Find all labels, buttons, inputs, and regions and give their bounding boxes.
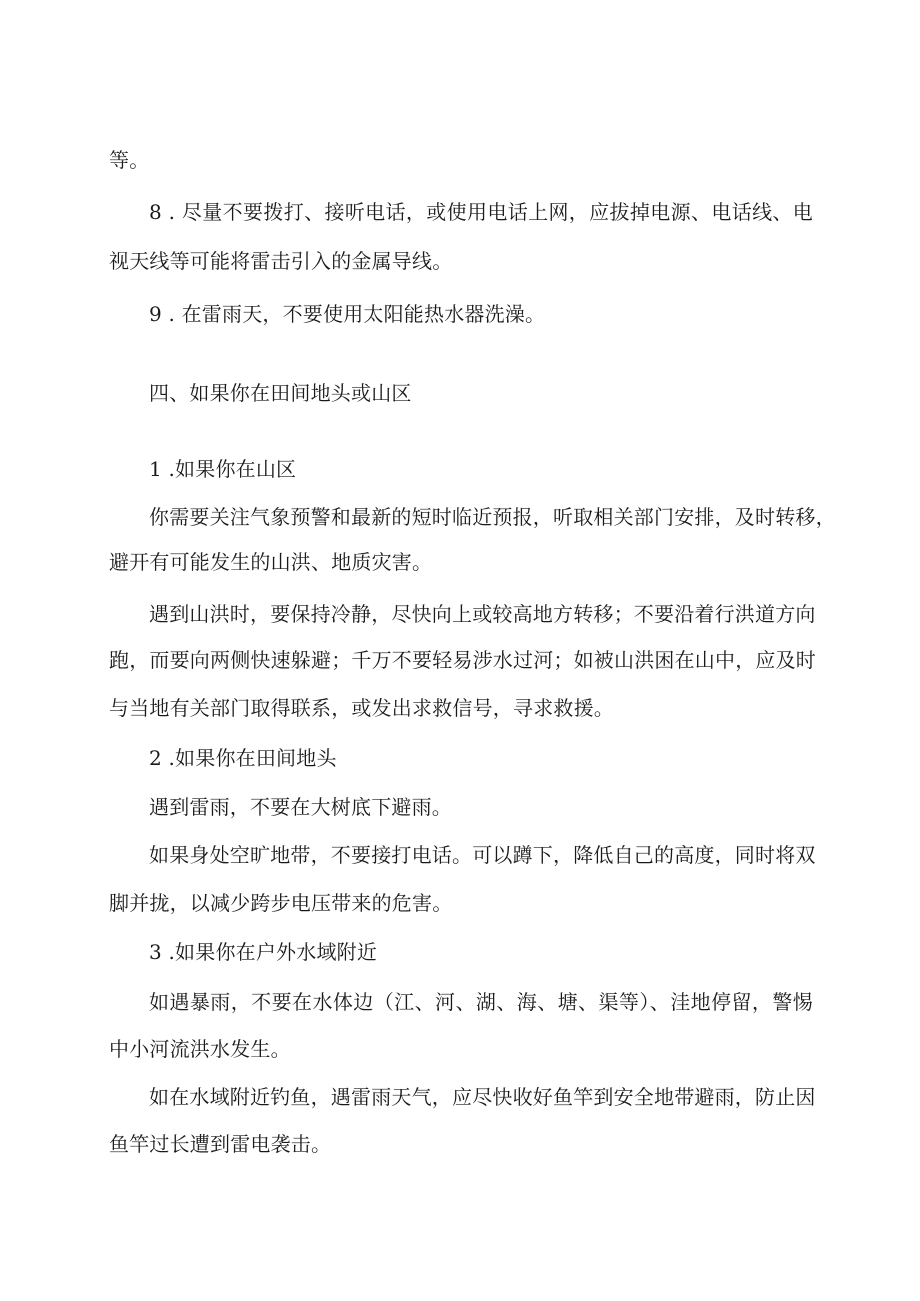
subheading-2: 2 .如果你在田间地头 bbox=[149, 746, 337, 770]
paragraph-2-line-3: 与当地有关部门取得联系，或发出求救信号，寻求救援。 bbox=[109, 696, 614, 720]
paragraph-2-line-2: 跑，而要向两侧快速躲避；千万不要轻易涉水过河；如被山洪困在山中，应及时 bbox=[109, 648, 816, 672]
text-line-1: 等。 bbox=[109, 148, 150, 172]
subheading-1: 1 .如果你在山区 bbox=[149, 457, 297, 481]
paragraph-6-line-2: 鱼竿过长遭到雷电袭击。 bbox=[109, 1132, 332, 1156]
paragraph-4-line-2: 脚并拢，以减少跨步电压带来的危害。 bbox=[109, 891, 453, 915]
paragraph-2-line-1: 遇到山洪时，要保持冷静，尽快向上或较高地方转移；不要沿着行洪道方向 bbox=[149, 602, 816, 626]
paragraph-3: 遇到雷雨，不要在大树底下避雨。 bbox=[149, 795, 452, 819]
paragraph-6-line-1: 如在水域附近钓鱼，遇雷雨天气，应尽快收好鱼竿到安全地带避雨，防止因 bbox=[149, 1085, 816, 1109]
subheading-3: 3 .如果你在户外水域附近 bbox=[149, 940, 378, 964]
paragraph-4-line-1: 如果身处空旷地带，不要接打电话。可以蹲下，降低自己的高度，同时将双 bbox=[149, 843, 816, 867]
section-heading-4: 四、如果你在田间地头或山区 bbox=[149, 381, 412, 405]
paragraph-5-line-2: 中小河流洪水发生。 bbox=[109, 1037, 291, 1061]
paragraph-5-line-1: 如遇暴雨，不要在水体边（江、河、湖、海、塘、渠等）、洼地停留，警惕 bbox=[149, 990, 813, 1014]
paragraph-1-line-2: 避开有可能发生的山洪、地质灾害。 bbox=[109, 550, 433, 574]
list-item-9: 9 . 在雷雨天，不要使用太阳能热水器洗澡。 bbox=[149, 302, 546, 326]
list-item-8-line-2: 视天线等可能将雷击引入的金属导线。 bbox=[109, 249, 453, 273]
list-item-8-line-1: 8 . 尽量不要拨打、接听电话，或使用电话上网，应拔掉电源、电话线、电 bbox=[149, 200, 813, 224]
paragraph-1-line-1: 你需要关注气象预警和最新的短时临近预报，听取相关部门安排，及时转移， bbox=[149, 505, 836, 529]
